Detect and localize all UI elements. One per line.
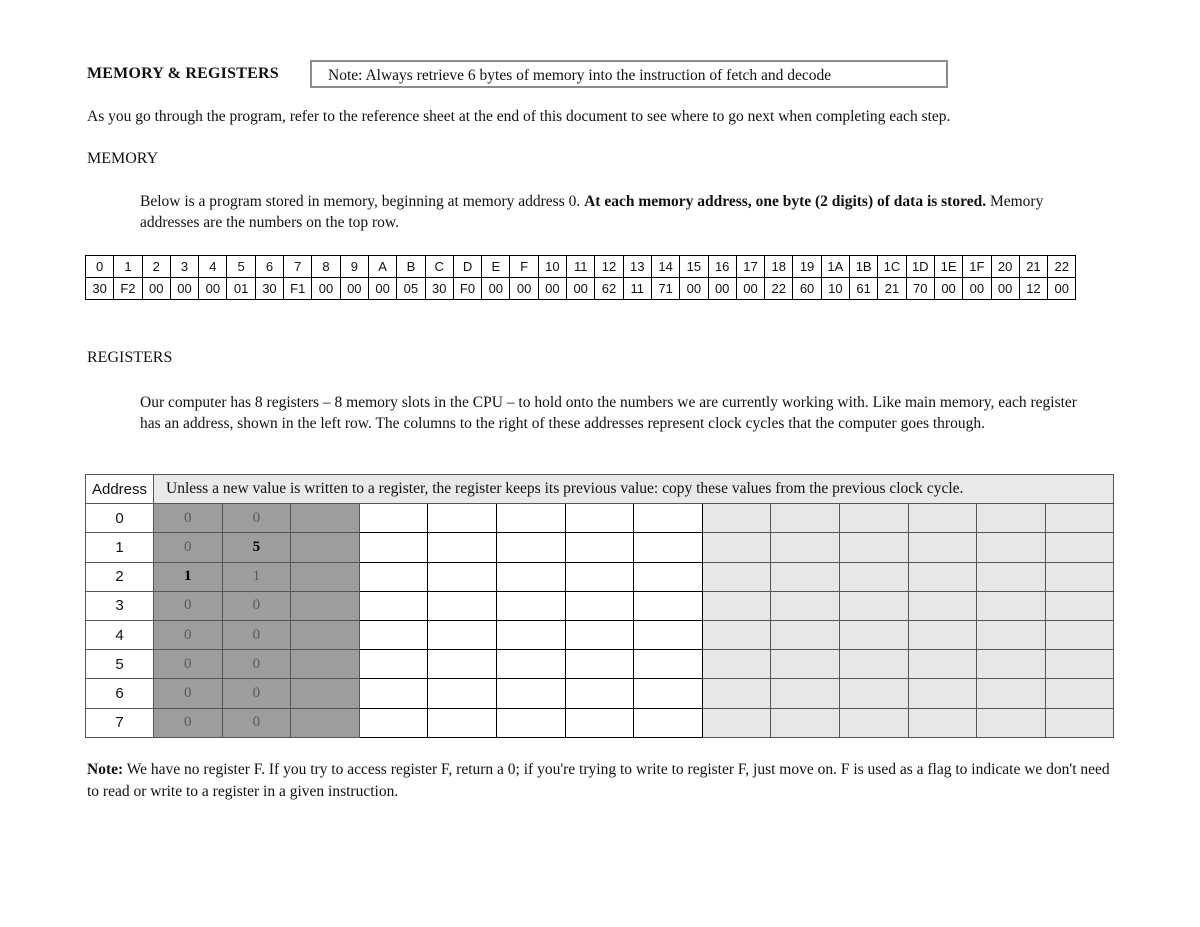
- register-empty-cell[interactable]: [1045, 650, 1114, 679]
- memory-address-cell: A: [368, 256, 396, 278]
- register-empty-cell[interactable]: [977, 679, 1046, 708]
- register-value-cell: 0: [222, 504, 291, 533]
- memory-address-cell: 10: [538, 256, 566, 278]
- register-empty-cell[interactable]: [908, 533, 977, 562]
- memory-value-cell: 30: [86, 278, 114, 300]
- registers-description: Our computer has 8 registers – 8 memory slots in the CPU – to hold onto the numbers we are currently working with. Like main memory, each register has an address, shown in the left row. The columns to the right of these addresses represent clock cycles that the computer goes through.: [140, 394, 1077, 432]
- memory-address-cell: 0: [86, 256, 114, 278]
- register-empty-cell[interactable]: [496, 562, 565, 591]
- memory-address-cell: 4: [199, 256, 227, 278]
- register-empty-cell[interactable]: [908, 620, 977, 649]
- register-value-cell: 0: [154, 679, 223, 708]
- register-empty-cell[interactable]: [496, 708, 565, 737]
- register-value-cell: 0: [154, 504, 223, 533]
- register-value-cell: 5: [222, 533, 291, 562]
- address-column-header: Address: [86, 475, 154, 504]
- register-empty-cell[interactable]: [977, 620, 1046, 649]
- register-address: 3: [86, 591, 154, 620]
- register-empty-cell[interactable]: [565, 504, 634, 533]
- register-address: 0: [86, 504, 154, 533]
- memory-value-cell: 61: [850, 278, 878, 300]
- register-empty-cell[interactable]: [291, 533, 360, 562]
- memory-value-cell: 00: [538, 278, 566, 300]
- memory-address-cell: 21: [1019, 256, 1047, 278]
- register-empty-cell[interactable]: [291, 620, 360, 649]
- register-empty-cell[interactable]: [291, 650, 360, 679]
- memory-address-cell: 14: [651, 256, 679, 278]
- memory-address-cell: 16: [708, 256, 736, 278]
- register-empty-cell[interactable]: [702, 620, 771, 649]
- register-empty-cell[interactable]: [702, 533, 771, 562]
- register-address: 2: [86, 562, 154, 591]
- memory-value-cell: 00: [170, 278, 198, 300]
- memory-value-cell: 11: [623, 278, 651, 300]
- register-empty-cell[interactable]: [496, 591, 565, 620]
- register-empty-cell[interactable]: [702, 679, 771, 708]
- memory-value-cell: 10: [821, 278, 849, 300]
- register-row: [86, 679, 1114, 708]
- register-empty-cell[interactable]: [1045, 620, 1114, 649]
- memory-address-cell: 18: [765, 256, 793, 278]
- memory-address-cell: 1C: [878, 256, 906, 278]
- register-empty-cell[interactable]: [908, 591, 977, 620]
- memory-value-cell: 60: [793, 278, 821, 300]
- register-empty-cell[interactable]: [771, 650, 840, 679]
- memory-desc-bold: At each memory address, one byte (2 digits) of data is stored.: [584, 193, 987, 210]
- register-empty-cell[interactable]: [908, 650, 977, 679]
- page-title: MEMORY & REGISTERS: [87, 65, 279, 82]
- register-empty-cell[interactable]: [771, 708, 840, 737]
- memory-value-cell: 00: [368, 278, 396, 300]
- memory-value-cell: 00: [680, 278, 708, 300]
- register-empty-cell[interactable]: [771, 504, 840, 533]
- register-empty-cell[interactable]: [565, 708, 634, 737]
- register-empty-cell[interactable]: [291, 708, 360, 737]
- register-empty-cell[interactable]: [702, 650, 771, 679]
- memory-address-cell: 13: [623, 256, 651, 278]
- memory-address-cell: 9: [340, 256, 368, 278]
- register-empty-cell[interactable]: [565, 620, 634, 649]
- memory-value-cell: 71: [651, 278, 679, 300]
- register-empty-cell[interactable]: [977, 708, 1046, 737]
- memory-value-cell: 00: [934, 278, 962, 300]
- register-empty-cell[interactable]: [359, 708, 428, 737]
- memory-value-cell: F2: [114, 278, 142, 300]
- memory-value-cell: 30: [425, 278, 453, 300]
- register-empty-cell[interactable]: [634, 620, 703, 649]
- memory-value-cell: 00: [963, 278, 991, 300]
- register-empty-cell[interactable]: [702, 591, 771, 620]
- register-empty-cell[interactable]: [839, 620, 908, 649]
- register-empty-cell[interactable]: [496, 504, 565, 533]
- memory-value-cell: 00: [991, 278, 1019, 300]
- register-empty-cell[interactable]: [565, 679, 634, 708]
- register-empty-cell[interactable]: [565, 533, 634, 562]
- register-empty-cell[interactable]: [839, 562, 908, 591]
- memory-address-cell: 20: [991, 256, 1019, 278]
- memory-value-cell: 00: [567, 278, 595, 300]
- memory-address-cell: 1F: [963, 256, 991, 278]
- registers-section-title: REGISTERS: [87, 349, 173, 366]
- register-empty-cell[interactable]: [977, 533, 1046, 562]
- register-empty-cell[interactable]: [634, 708, 703, 737]
- register-row: [86, 562, 1114, 591]
- memory-address-cell: E: [482, 256, 510, 278]
- register-empty-cell[interactable]: [839, 504, 908, 533]
- register-empty-cell[interactable]: [496, 650, 565, 679]
- note-text: We have no register F. If you try to access register F, return a 0; if you're trying to write to register F, just move on. F is used as a flag to indicate we don't need to read or write to a register in a given instruction.: [87, 761, 1110, 800]
- register-row: [86, 620, 1114, 649]
- memory-desc-text-2: Memory addresses are the numbers on the top row.: [140, 193, 1044, 231]
- register-address: 7: [86, 708, 154, 737]
- register-empty-cell[interactable]: [1045, 591, 1114, 620]
- register-empty-cell[interactable]: [291, 562, 360, 591]
- register-empty-cell[interactable]: [771, 562, 840, 591]
- memory-value-cell: F0: [453, 278, 481, 300]
- register-empty-cell[interactable]: [634, 679, 703, 708]
- memory-address-cell: 8: [312, 256, 340, 278]
- register-empty-cell[interactable]: [634, 650, 703, 679]
- memory-value-cell: 62: [595, 278, 623, 300]
- register-empty-cell[interactable]: [359, 650, 428, 679]
- memory-value-cell: 22: [765, 278, 793, 300]
- memory-value-cell: 00: [482, 278, 510, 300]
- register-empty-cell[interactable]: [565, 650, 634, 679]
- memory-address-cell: 12: [595, 256, 623, 278]
- register-value-cell: 0: [154, 591, 223, 620]
- memory-value-cell: 00: [736, 278, 764, 300]
- register-row: [86, 591, 1114, 620]
- memory-address-cell: 2: [142, 256, 170, 278]
- register-value-cell: 1: [154, 562, 223, 591]
- register-empty-cell[interactable]: [839, 533, 908, 562]
- note-label: Note:: [87, 761, 124, 778]
- memory-value-row: [86, 278, 1076, 300]
- memory-address-row: [86, 256, 1076, 278]
- register-empty-cell[interactable]: [771, 533, 840, 562]
- register-empty-cell[interactable]: [359, 504, 428, 533]
- register-empty-cell[interactable]: [428, 591, 497, 620]
- register-empty-cell[interactable]: [977, 650, 1046, 679]
- register-empty-cell[interactable]: [839, 650, 908, 679]
- memory-address-cell: F: [510, 256, 538, 278]
- register-value-cell: 0: [154, 533, 223, 562]
- memory-section-title: MEMORY: [87, 150, 159, 167]
- memory-address-cell: 1A: [821, 256, 849, 278]
- memory-address-cell: 5: [227, 256, 255, 278]
- register-empty-cell[interactable]: [771, 591, 840, 620]
- register-empty-cell[interactable]: [977, 562, 1046, 591]
- register-empty-cell[interactable]: [771, 679, 840, 708]
- register-empty-cell[interactable]: [359, 533, 428, 562]
- memory-value-cell: 00: [1048, 278, 1076, 300]
- register-empty-cell[interactable]: [1045, 504, 1114, 533]
- register-empty-cell[interactable]: [565, 562, 634, 591]
- register-empty-cell[interactable]: [428, 562, 497, 591]
- memory-desc-text-1: Below is a program stored in memory, beginning at memory address 0.: [140, 193, 585, 210]
- memory-value-cell: 01: [227, 278, 255, 300]
- register-empty-cell[interactable]: [977, 591, 1046, 620]
- register-value-cell: 0: [222, 591, 291, 620]
- register-empty-cell[interactable]: [496, 533, 565, 562]
- register-value-cell: 0: [222, 708, 291, 737]
- register-empty-cell[interactable]: [291, 679, 360, 708]
- memory-address-cell: 19: [793, 256, 821, 278]
- register-empty-cell[interactable]: [634, 504, 703, 533]
- register-empty-cell[interactable]: [908, 504, 977, 533]
- register-empty-cell[interactable]: [291, 504, 360, 533]
- register-value-cell: 1: [222, 562, 291, 591]
- register-empty-cell[interactable]: [1045, 708, 1114, 737]
- register-address: 4: [86, 620, 154, 649]
- register-empty-cell[interactable]: [428, 708, 497, 737]
- memory-value-cell: 00: [142, 278, 170, 300]
- register-empty-cell[interactable]: [428, 504, 497, 533]
- memory-address-cell: 7: [284, 256, 312, 278]
- memory-address-cell: 1D: [906, 256, 934, 278]
- register-value-cell: 0: [222, 620, 291, 649]
- register-row: [86, 533, 1114, 562]
- register-empty-cell[interactable]: [1045, 533, 1114, 562]
- register-value-cell: 0: [154, 708, 223, 737]
- memory-value-cell: 12: [1019, 278, 1047, 300]
- register-value-cell: 0: [222, 679, 291, 708]
- register-empty-cell[interactable]: [291, 591, 360, 620]
- memory-value-cell: F1: [284, 278, 312, 300]
- memory-value-cell: 30: [255, 278, 283, 300]
- register-row: [86, 504, 1114, 533]
- memory-value-cell: 21: [878, 278, 906, 300]
- registers-table: [85, 474, 1114, 738]
- register-empty-cell[interactable]: [702, 562, 771, 591]
- register-empty-cell[interactable]: [1045, 562, 1114, 591]
- intro-text: As you go through the program, refer to the reference sheet at the end of this document to see where to go next when completing each step.: [87, 108, 951, 125]
- register-empty-cell[interactable]: [359, 562, 428, 591]
- register-value-cell: 0: [222, 650, 291, 679]
- register-empty-cell[interactable]: [496, 679, 565, 708]
- register-empty-cell[interactable]: [428, 679, 497, 708]
- register-empty-cell[interactable]: [565, 591, 634, 620]
- memory-value-cell: 00: [312, 278, 340, 300]
- memory-address-cell: 22: [1048, 256, 1076, 278]
- register-empty-cell[interactable]: [908, 708, 977, 737]
- memory-address-cell: 17: [736, 256, 764, 278]
- memory-value-cell: 00: [340, 278, 368, 300]
- memory-value-cell: 00: [510, 278, 538, 300]
- register-empty-cell[interactable]: [908, 562, 977, 591]
- register-f-note: [87, 759, 1112, 803]
- memory-description: [140, 191, 1090, 233]
- register-empty-cell[interactable]: [839, 591, 908, 620]
- register-empty-cell[interactable]: [839, 679, 908, 708]
- memory-address-cell: C: [425, 256, 453, 278]
- register-empty-cell[interactable]: [839, 708, 908, 737]
- register-empty-cell[interactable]: [359, 620, 428, 649]
- memory-table: [85, 255, 1076, 300]
- memory-value-cell: 05: [397, 278, 425, 300]
- memory-address-cell: D: [453, 256, 481, 278]
- registers-header-row: [86, 475, 1114, 504]
- memory-address-cell: B: [397, 256, 425, 278]
- register-address: 5: [86, 650, 154, 679]
- register-empty-cell[interactable]: [702, 708, 771, 737]
- memory-address-cell: 6: [255, 256, 283, 278]
- register-empty-cell[interactable]: [496, 620, 565, 649]
- register-value-cell: 0: [154, 650, 223, 679]
- register-empty-cell[interactable]: [771, 620, 840, 649]
- register-empty-cell[interactable]: [908, 679, 977, 708]
- memory-address-cell: 11: [567, 256, 595, 278]
- register-empty-cell[interactable]: [428, 620, 497, 649]
- register-empty-cell[interactable]: [634, 591, 703, 620]
- register-row: [86, 650, 1114, 679]
- register-empty-cell[interactable]: [359, 591, 428, 620]
- memory-address-cell: 1E: [934, 256, 962, 278]
- register-empty-cell[interactable]: [359, 679, 428, 708]
- registers-copy-note: Unless a new value is written to a register, the register keeps its previous value: copy these values from the previous clock cycle.: [154, 475, 1114, 504]
- register-address: 1: [86, 533, 154, 562]
- fetch-decode-note: Note: Always retrieve 6 bytes of memory into the instruction of fetch and decode: [310, 60, 948, 88]
- memory-value-cell: 00: [199, 278, 227, 300]
- memory-address-cell: 1B: [850, 256, 878, 278]
- register-empty-cell[interactable]: [428, 533, 497, 562]
- register-empty-cell[interactable]: [702, 504, 771, 533]
- memory-value-cell: 00: [708, 278, 736, 300]
- memory-address-cell: 15: [680, 256, 708, 278]
- register-value-cell: 0: [154, 620, 223, 649]
- register-empty-cell[interactable]: [977, 504, 1046, 533]
- memory-address-cell: 3: [170, 256, 198, 278]
- register-empty-cell[interactable]: [428, 650, 497, 679]
- memory-address-cell: 1: [114, 256, 142, 278]
- register-empty-cell[interactable]: [1045, 679, 1114, 708]
- register-address: 6: [86, 679, 154, 708]
- register-empty-cell[interactable]: [634, 562, 703, 591]
- register-empty-cell[interactable]: [634, 533, 703, 562]
- register-row: [86, 708, 1114, 737]
- memory-value-cell: 70: [906, 278, 934, 300]
